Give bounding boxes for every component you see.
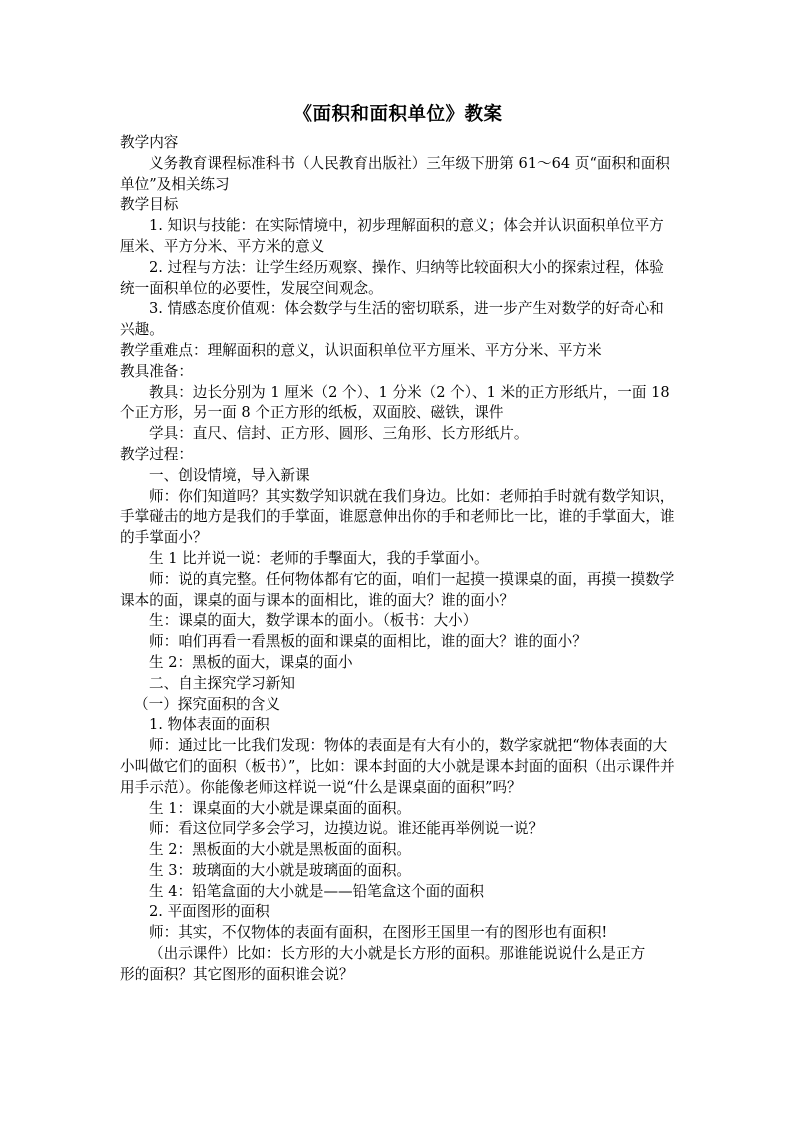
- paragraph: 教具准备：: [120, 362, 193, 380]
- paragraph: 师：其实，不仅物体的表面有面积，在图形王国里一有的图形也有面积!: [149, 924, 608, 942]
- paragraph: 生 2：黑板面的大小就是黑板面的面积。: [149, 841, 412, 859]
- paragraph: 师：说的真完整。任何物体都有它的面，咱们一起摸一摸课桌的面，再摸一摸数学课本的面，课桌的面与课本的面相比，谁的面大？谁的面小？: [120, 570, 675, 609]
- paragraph: 1. 知识与技能：在实际情境中，初步理解面积的意义；体会并认识面积单位平方厘米、平方分米、平方米的意义: [120, 217, 664, 255]
- paragraph: 师：咱们再看一看黑板的面和课桌的面相比，谁的面大？谁的面小？: [149, 633, 587, 651]
- paragraph: 教学重难点：理解面积的意义，认识面积单位平方厘米、平方分米、平方米: [120, 341, 602, 359]
- paragraph: 义务教育课程标准科书（人民教育出版社）三年级下册第 61～64 页“面积和面积单位”及相关练习: [120, 154, 670, 193]
- paragraph: （一）探究面积的含义: [134, 695, 280, 713]
- paragraph: 生 1 比并说一说：老师的手擊面大，我的手掌面小。: [149, 549, 489, 567]
- paragraph: 二、自主探究学习新知: [149, 674, 295, 692]
- paragraph: 生 3：玻璃面的大小就是玻璃面的面积。: [149, 861, 412, 879]
- document-title: 《面积和面积单位》教案: [293, 104, 503, 125]
- document-page: [120, 103, 676, 986]
- paragraph: 生：课桌的面大，数学课本的面小。（板书：大小）: [149, 612, 478, 630]
- paragraph: 教学过程：: [120, 445, 193, 463]
- paragraph: （出示课件）比如：长方形的大小就是长方形的面积。那谁能说说什么是正方: [149, 945, 646, 963]
- paragraph: 教学目标: [120, 196, 179, 214]
- paragraph: 1. 物体表面的面积: [149, 716, 270, 734]
- paragraph: 教学内容: [120, 134, 179, 151]
- paragraph: 生 4：铅笔盒面的大小就是——铅笔盒这个面的面积: [149, 882, 484, 900]
- paragraph: 生 2：黑板的面大，课桌的面小: [149, 653, 353, 671]
- paragraph: 一、创设情境，导入新课: [149, 466, 310, 484]
- paragraph: 2. 过程与方法：让学生经历观察、操作、归纳等比较面积大小的探索过程，体验统一面积单位的必要性，发展空间观念。: [120, 258, 664, 297]
- paragraph: 师：通过比一比我们发现：物体的表面是有大有小的，数学家就把“物体表面的大小叫做它们的面积（板书）”，比如：课本封面的大小就是课本封面的面积（出示课件并用手示范）。你能像老师这样说一说“什么是课桌面的面积”吗？: [120, 737, 675, 796]
- paragraph: 学具：直尺、信封、正方形、圆形、三角形、长方形纸片。: [149, 425, 529, 443]
- paragraph: 师：看这位同学多会学习，边摸边说。谁还能再举例说一说？: [149, 820, 544, 838]
- paragraph: 3. 情感态度价值观：体会数学与生活的密切联系，进一步产生对数学的好奇心和兴趣。: [120, 300, 664, 339]
- document-body: [120, 133, 676, 986]
- paragraph: 生 1：课桌面的大小就是课桌面的面积。: [149, 799, 412, 817]
- paragraph: 2. 平面图形的面积: [149, 903, 270, 921]
- paragraph: 师：你们知道吗？其实数学知识就在我们身边。比如：老师拍手时就有数学知识，手掌碰击的地方是我们的手掌面，谁愿意伸出你的手和老师比一比，谁的手掌面大，谁的手掌面小？: [120, 487, 675, 547]
- paragraph: 教具：边长分别为 1 厘米（2 个）、1 分米（2 个）、1 米的正方形纸片，一面 18 个正方形，另一面 8 个正方形的纸板，双面胶、磁铁，课件: [120, 383, 675, 422]
- paragraph: 形的面积？其它图形的面积谁会说？: [120, 965, 354, 983]
